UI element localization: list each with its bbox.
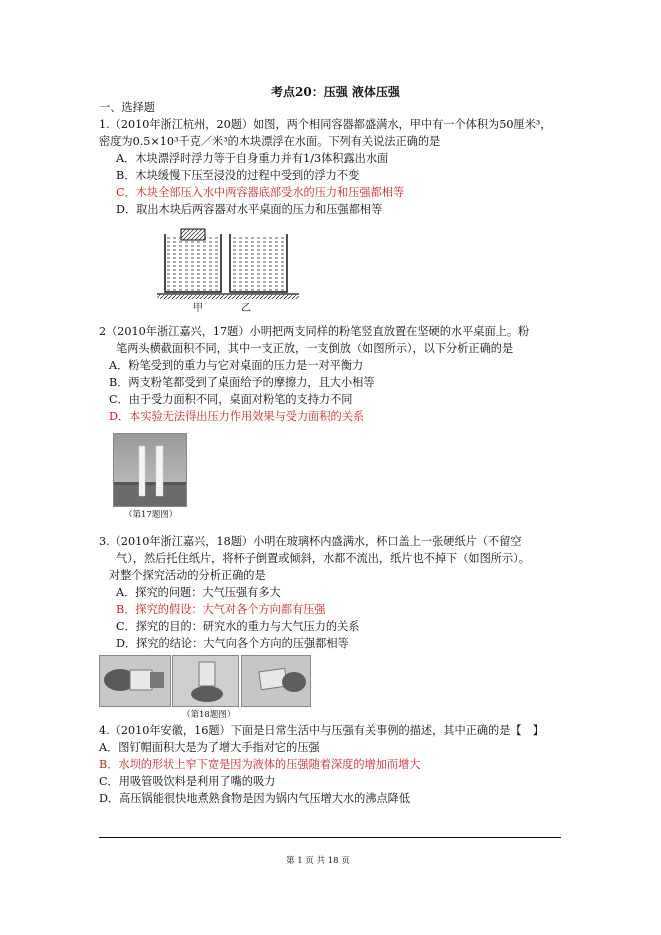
q2-stem-line1: 2（2010年浙江嘉兴，17题）小明把两支同样的粉笔竖直放置在坚硬的水平桌面上。粉	[99, 325, 530, 338]
q3-stem-line1: 3.（2010年浙江嘉兴，18题）小明在玻璃杯内盛满水，杯口盖上一张硬纸片（不留空	[99, 535, 522, 548]
glass-cup	[130, 670, 152, 690]
glass-cup-inverted	[199, 662, 215, 686]
label-jia: 甲	[193, 303, 203, 314]
q1-option-d: D．取出木块后两容器对水平桌面的压力和压强都相等	[116, 203, 383, 216]
q3-option-d: D．探究的结论：大气向各个方向的压强都相等	[116, 637, 349, 650]
hand-side	[282, 672, 306, 692]
q4-option-c: C．用吸管吸饮料是利用了嘴的吸力	[99, 775, 276, 788]
q4-option-b: B．水坝的形状上窄下宽是因为液体的压强随着深度的增加而增大	[99, 758, 421, 771]
container-yi-water	[230, 236, 287, 292]
q2-option-c: C．由于受力面积不同，桌面对粉笔的支持力不同	[109, 393, 353, 406]
q3-stem-line3: 对整个探究活动的分析正确的是	[109, 569, 266, 582]
table-hatch	[157, 295, 299, 299]
cup-photo-1	[99, 655, 171, 707]
q2-caption: （第17题图）	[124, 510, 178, 520]
q4-stem-line1: 4.（2010年安徽，16题）下面是日常生活中与压强有关事例的描述，其中正确的是【 】	[99, 724, 544, 737]
cup-photo-2	[172, 655, 239, 707]
q3-option-c: C．探究的目的：研究水的重力与大气压力的关系	[116, 620, 360, 633]
label-yi: 乙	[241, 303, 251, 314]
q2-option-d: D．本实验无法得出压力作用效果与受力面积的关系	[109, 410, 365, 423]
q2-option-a: A．粉笔受到的重力与它对桌面的压力是一对平衡力	[109, 359, 364, 372]
hand-under	[191, 686, 223, 702]
q4-option-a: A．图钉帽面积大是为了增大手指对它的压强	[99, 741, 320, 754]
q1-containers-figure	[155, 224, 305, 316]
page-title: 考点20：压强 液体压强	[271, 85, 400, 99]
q3-caption: （第18题图）	[182, 710, 236, 720]
footer-rule	[99, 837, 561, 838]
q4-option-d: D．高压锅能很快地煮熟食物是因为锅内气压增大水的沸点降低	[99, 792, 411, 805]
q1-stem-line1: 1.（2010年浙江杭州，20题）如图，两个相同容器都盛满水，甲中有一个体积为50厘米³，	[99, 118, 552, 131]
q3-stem-line2: 气），然后托住纸片，将杯子倒置或倾斜，水都不流出，纸片也不掉下（如图所示）。	[116, 552, 530, 565]
chalk-upright	[139, 446, 145, 496]
wood-block	[181, 229, 205, 240]
q3-option-a: A．探究的问题：大气压强有多大	[116, 586, 281, 599]
q1-option-b: B．木块缓慢下压至浸没的过程中受到的浮力不变	[116, 169, 360, 182]
container-jia-water	[165, 236, 221, 292]
page-number: 第 1 页 共 18 页	[286, 856, 350, 866]
chalk-photo	[113, 433, 187, 507]
cup-photo-3	[241, 655, 311, 707]
q3-option-b: B．探究的假设：大气对各个方向都有压强	[116, 603, 326, 616]
q2-option-b: B．两支粉笔都受到了桌面给予的摩擦力，且大小相等	[109, 376, 375, 389]
q1-option-c: C．木块全部压入水中两容器底部受水的压力和压强都相等	[116, 186, 405, 199]
chalk-inverted	[156, 446, 163, 496]
q1-stem-line2: 密度为0.5×10³千克／米³的木块漂浮在水面。下列有关说法正确的是	[99, 135, 441, 148]
section-heading: 一、选择题	[99, 101, 155, 114]
q2-stem-line2: 笔两头横截面积不同，其中一支正放，一支倒放（如图所示），以下分析正确的是	[116, 342, 514, 355]
hand-right	[150, 672, 164, 688]
q1-option-a: A．木块漂浮时浮力等于自身重力并有1/3体积露出水面	[116, 152, 389, 165]
